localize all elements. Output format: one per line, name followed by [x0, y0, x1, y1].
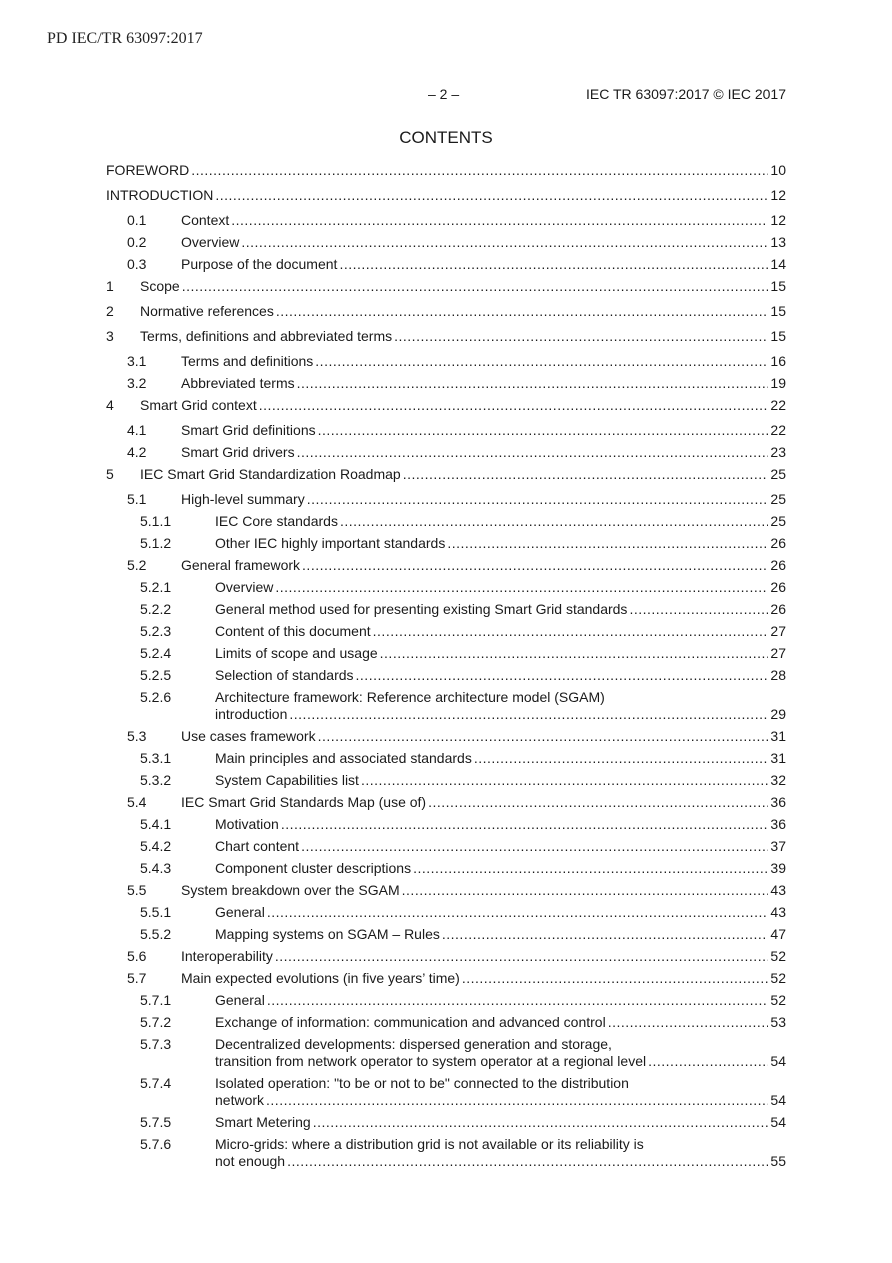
toc-entry[interactable]	[106, 466, 786, 483]
dot-leader	[297, 444, 769, 461]
toc-entry-title: not enough	[215, 1153, 286, 1169]
dot-leader	[361, 772, 768, 789]
toc-entry[interactable]	[106, 882, 786, 899]
toc-entry-number: 0.2	[127, 234, 147, 250]
toc-entry-title: Component cluster descriptions	[215, 860, 412, 876]
toc-entry-title: Interoperability	[181, 948, 273, 964]
toc-entry-number: 3.1	[127, 353, 147, 369]
toc-entry-number: 5.2.1	[140, 579, 172, 595]
toc-entry-number: 0.3	[127, 256, 147, 272]
toc-entry[interactable]	[106, 772, 786, 789]
toc-entry-number: 5.2.4	[140, 645, 172, 661]
toc-entry-number: 5.4	[127, 794, 147, 810]
toc-entry[interactable]	[106, 601, 786, 618]
toc-entry-number: 4.2	[127, 444, 147, 460]
toc-entry[interactable]	[106, 1014, 786, 1031]
dot-leader	[403, 466, 769, 483]
toc-entry[interactable]	[106, 667, 786, 684]
toc-page-number: 25	[770, 491, 786, 507]
dot-leader	[356, 667, 769, 684]
page-number: – 2 –	[428, 86, 460, 102]
toc-page-number: 23	[770, 444, 786, 460]
toc-entry-title: Purpose of the document	[181, 256, 338, 272]
toc-entry-title: Mapping systems on SGAM – Rules	[215, 926, 440, 942]
toc-entry[interactable]	[106, 162, 786, 179]
dot-leader	[648, 1053, 768, 1070]
toc-entry-number: 5	[106, 466, 114, 482]
toc-entry[interactable]	[106, 513, 786, 530]
toc-entry[interactable]	[106, 623, 786, 640]
toc-entry[interactable]	[106, 303, 786, 320]
toc-page-number: 31	[770, 728, 786, 744]
dot-leader	[315, 353, 768, 370]
toc-entry-number: 5.5.1	[140, 904, 172, 920]
toc-entry-title: Chart content	[215, 838, 300, 854]
toc-entry-number: 3.2	[127, 375, 147, 391]
toc-entry-number: 5.2.2	[140, 601, 172, 617]
toc-page-number: 10	[770, 162, 786, 178]
dot-leader	[301, 838, 768, 855]
toc-entry[interactable]	[106, 992, 786, 1009]
toc-entry[interactable]	[106, 187, 786, 204]
toc-entry-number: 5.7.5	[140, 1114, 172, 1130]
dot-leader	[339, 256, 768, 273]
toc-entry[interactable]	[106, 444, 786, 461]
toc-entry-title: Other IEC highly important standards	[215, 535, 446, 551]
dot-leader	[318, 728, 769, 745]
toc-page-number: 15	[770, 328, 786, 344]
toc-entry[interactable]	[106, 794, 786, 811]
toc-entry-number: 4.1	[127, 422, 147, 438]
toc-entry[interactable]	[106, 860, 786, 877]
toc-entry-number: 5.5	[127, 882, 147, 898]
toc-entry-title: Micro-grids: where a distribution grid is not available or its reliability is	[215, 1136, 644, 1152]
toc-page-number: 13	[770, 234, 786, 250]
toc-page-number: 22	[770, 422, 786, 438]
toc-entry-title: Main expected evolutions (in five years’ time)	[181, 970, 460, 986]
document-id: PD IEC/TR 63097:2017	[47, 30, 203, 47]
dot-leader	[191, 162, 768, 179]
dot-leader	[297, 375, 769, 392]
toc-entry[interactable]	[106, 397, 786, 414]
toc-page-number: 54	[770, 1114, 786, 1130]
toc-entry[interactable]	[106, 491, 786, 508]
toc-page-number: 25	[770, 513, 786, 529]
dot-leader	[629, 601, 768, 618]
dot-leader	[340, 513, 768, 530]
toc-entry-title: Scope	[140, 278, 180, 294]
toc-entry-title: Motivation	[215, 816, 279, 832]
toc-entry[interactable]	[106, 375, 786, 392]
dot-leader	[267, 904, 769, 921]
toc-entry[interactable]	[106, 579, 786, 596]
toc-entry-number: 5.4.3	[140, 860, 172, 876]
toc-entry[interactable]	[106, 1114, 786, 1131]
toc-entry-number: 5.5.2	[140, 926, 172, 942]
toc-entry-title: INTRODUCTION	[106, 187, 214, 203]
dot-leader	[287, 1153, 768, 1170]
toc-entry-title: General	[215, 992, 265, 1008]
toc-entry[interactable]	[106, 1136, 786, 1170]
toc-entry-title: Isolated operation: "to be or not to be" connected to the distribution	[215, 1075, 629, 1091]
toc-entry[interactable]	[106, 904, 786, 921]
table-of-contents	[106, 162, 786, 1170]
toc-page-number: 36	[770, 794, 786, 810]
toc-entry-number: 5.4.2	[140, 838, 172, 854]
dot-leader	[428, 794, 768, 811]
toc-page-number: 43	[770, 904, 786, 920]
toc-entry-title: Terms and definitions	[181, 353, 314, 369]
toc-entry-number: 3	[106, 328, 114, 344]
toc-entry-number: 5.1.1	[140, 513, 172, 529]
toc-entry-number: 5.2.3	[140, 623, 172, 639]
toc-entry[interactable]	[106, 256, 786, 273]
toc-page-number: 26	[770, 557, 786, 573]
toc-entry-title: Limits of scope and usage	[215, 645, 378, 661]
dot-leader	[307, 491, 769, 508]
toc-page-number: 31	[770, 750, 786, 766]
toc-entry[interactable]	[106, 926, 786, 943]
toc-page-number: 22	[770, 397, 786, 413]
toc-entry-title: IEC Core standards	[215, 513, 338, 529]
toc-entry-number: 5.6	[127, 948, 147, 964]
toc-entry[interactable]	[106, 948, 786, 965]
toc-page-number: 26	[770, 579, 786, 595]
dot-leader	[402, 882, 769, 899]
toc-entry-title: Architecture framework: Reference architecture model (SGAM)	[215, 689, 605, 705]
toc-entry[interactable]	[106, 728, 786, 745]
toc-page-number: 15	[770, 303, 786, 319]
toc-page-number: 32	[770, 772, 786, 788]
toc-page-number: 55	[770, 1153, 786, 1169]
toc-page-number: 29	[770, 706, 786, 722]
dot-leader	[231, 212, 768, 229]
toc-page-number: 36	[770, 816, 786, 832]
dot-leader	[267, 992, 769, 1009]
toc-entry[interactable]	[106, 422, 786, 439]
toc-page-number: 19	[770, 375, 786, 391]
toc-page-number: 12	[770, 187, 786, 203]
toc-entry-number: 4	[106, 397, 114, 413]
dot-leader	[275, 948, 769, 965]
toc-page-number: 12	[770, 212, 786, 228]
toc-page-number: 53	[770, 1014, 786, 1030]
toc-entry-title: Context	[181, 212, 230, 228]
toc-entry-number: 1	[106, 278, 114, 294]
toc-entry[interactable]	[106, 212, 786, 229]
toc-page-number: 52	[770, 970, 786, 986]
toc-entry-title: Selection of standards	[215, 667, 354, 683]
toc-entry-number: 5.7.1	[140, 992, 172, 1008]
toc-entry[interactable]	[106, 278, 786, 295]
toc-entry-title: Main principles and associated standards	[215, 750, 472, 766]
toc-page-number: 14	[770, 256, 786, 272]
dot-leader	[276, 303, 769, 320]
toc-entry[interactable]	[106, 234, 786, 251]
toc-page-number: 25	[770, 466, 786, 482]
dot-leader	[380, 645, 769, 662]
dot-leader	[241, 234, 768, 251]
toc-entry-number: 5.3.1	[140, 750, 172, 766]
toc-entry-title: Use cases framework	[181, 728, 316, 744]
toc-entry[interactable]	[106, 750, 786, 767]
toc-entry-number: 5.1	[127, 491, 147, 507]
toc-entry-title: IEC Smart Grid Standards Map (use of)	[181, 794, 427, 810]
dot-leader	[302, 557, 768, 574]
toc-entry-title: Overview	[181, 234, 240, 250]
dot-leader	[462, 970, 769, 987]
dot-leader	[394, 328, 768, 345]
dot-leader	[281, 816, 769, 833]
toc-page-number: 15	[770, 278, 786, 294]
dot-leader	[608, 1014, 769, 1031]
dot-leader	[215, 187, 768, 204]
dot-leader	[474, 750, 769, 767]
toc-entry[interactable]	[106, 838, 786, 855]
toc-entry-title: network	[215, 1092, 265, 1108]
toc-page-number: 47	[770, 926, 786, 942]
toc-entry-title: transition from network operator to system operator at a regional level	[215, 1053, 647, 1069]
toc-entry-number: 0.1	[127, 212, 147, 228]
dot-leader	[259, 397, 769, 414]
toc-entry-number: 5.2	[127, 557, 147, 573]
toc-entry-title: General	[215, 904, 265, 920]
toc-entry-title: General framework	[181, 557, 301, 573]
dot-leader	[289, 706, 768, 723]
toc-page-number: 52	[770, 992, 786, 1008]
toc-entry[interactable]	[106, 535, 786, 552]
toc-page-number: 27	[770, 645, 786, 661]
toc-entry[interactable]	[106, 1036, 786, 1070]
toc-entry-title: System breakdown over the SGAM	[181, 882, 400, 898]
toc-entry-number: 5.2.6	[140, 689, 172, 705]
toc-entry-title: Smart Grid drivers	[181, 444, 295, 460]
toc-entry[interactable]	[106, 353, 786, 370]
dot-leader	[313, 1114, 769, 1131]
toc-page-number: 54	[770, 1053, 786, 1069]
toc-entry-title: introduction	[215, 706, 288, 722]
dot-leader	[447, 535, 768, 552]
toc-entry-number: 5.2.5	[140, 667, 172, 683]
toc-entry[interactable]	[106, 557, 786, 574]
dot-leader	[182, 278, 769, 295]
toc-entry-number: 5.4.1	[140, 816, 172, 832]
toc-entry-title: Smart Grid context	[140, 397, 257, 413]
toc-page-number: 52	[770, 948, 786, 964]
copyright-notice: IEC TR 63097:2017 © IEC 2017	[586, 86, 786, 102]
toc-entry-number: 5.3.2	[140, 772, 172, 788]
toc-entry[interactable]	[106, 1075, 786, 1109]
dot-leader	[413, 860, 768, 877]
toc-entry[interactable]	[106, 816, 786, 833]
toc-entry-number: 5.7	[127, 970, 147, 986]
toc-entry-title: High-level summary	[181, 491, 305, 507]
page-title: CONTENTS	[399, 128, 493, 147]
dot-leader	[373, 623, 769, 640]
dot-leader	[318, 422, 769, 439]
toc-entry-title: IEC Smart Grid Standardization Roadmap	[140, 466, 401, 482]
toc-entry[interactable]	[106, 689, 786, 723]
toc-entry-number: 5.7.4	[140, 1075, 172, 1091]
toc-entry-title: FOREWORD	[106, 162, 190, 178]
toc-entry[interactable]	[106, 970, 786, 987]
toc-entry-number: 2	[106, 303, 114, 319]
dot-leader	[275, 579, 768, 596]
toc-entry-title: Smart Grid definitions	[181, 422, 316, 438]
toc-entry-title: Overview	[215, 579, 274, 595]
dot-leader	[266, 1092, 768, 1109]
toc-page-number: 43	[770, 882, 786, 898]
toc-page-number: 54	[770, 1092, 786, 1108]
toc-entry-title: Smart Metering	[215, 1114, 311, 1130]
toc-entry[interactable]	[106, 328, 786, 345]
dot-leader	[442, 926, 769, 943]
toc-page-number: 16	[770, 353, 786, 369]
toc-entry-title: Exchange of information: communication and advanced control	[215, 1014, 606, 1030]
toc-page-number: 26	[770, 601, 786, 617]
toc-entry[interactable]	[106, 645, 786, 662]
toc-entry-title: General method used for presenting existing Smart Grid standards	[215, 601, 628, 617]
toc-entry-number: 5.7.2	[140, 1014, 172, 1030]
toc-entry-title: System Capabilities list	[215, 772, 359, 788]
toc-page-number: 28	[770, 667, 786, 683]
toc-entry-title: Content of this document	[215, 623, 371, 639]
toc-entry-number: 5.7.6	[140, 1136, 172, 1152]
toc-entry-title: Terms, definitions and abbreviated terms	[140, 328, 393, 344]
toc-entry-title: Normative references	[140, 303, 274, 319]
toc-entry-number: 5.1.2	[140, 535, 172, 551]
toc-page-number: 26	[770, 535, 786, 551]
toc-entry-title: Abbreviated terms	[181, 375, 295, 391]
toc-page-number: 39	[770, 860, 786, 876]
toc-entry-number: 5.7.3	[140, 1036, 172, 1052]
toc-entry-number: 5.3	[127, 728, 147, 744]
toc-entry-title: Decentralized developments: dispersed generation and storage,	[215, 1036, 612, 1052]
toc-page-number: 27	[770, 623, 786, 639]
toc-page-number: 37	[770, 838, 786, 854]
